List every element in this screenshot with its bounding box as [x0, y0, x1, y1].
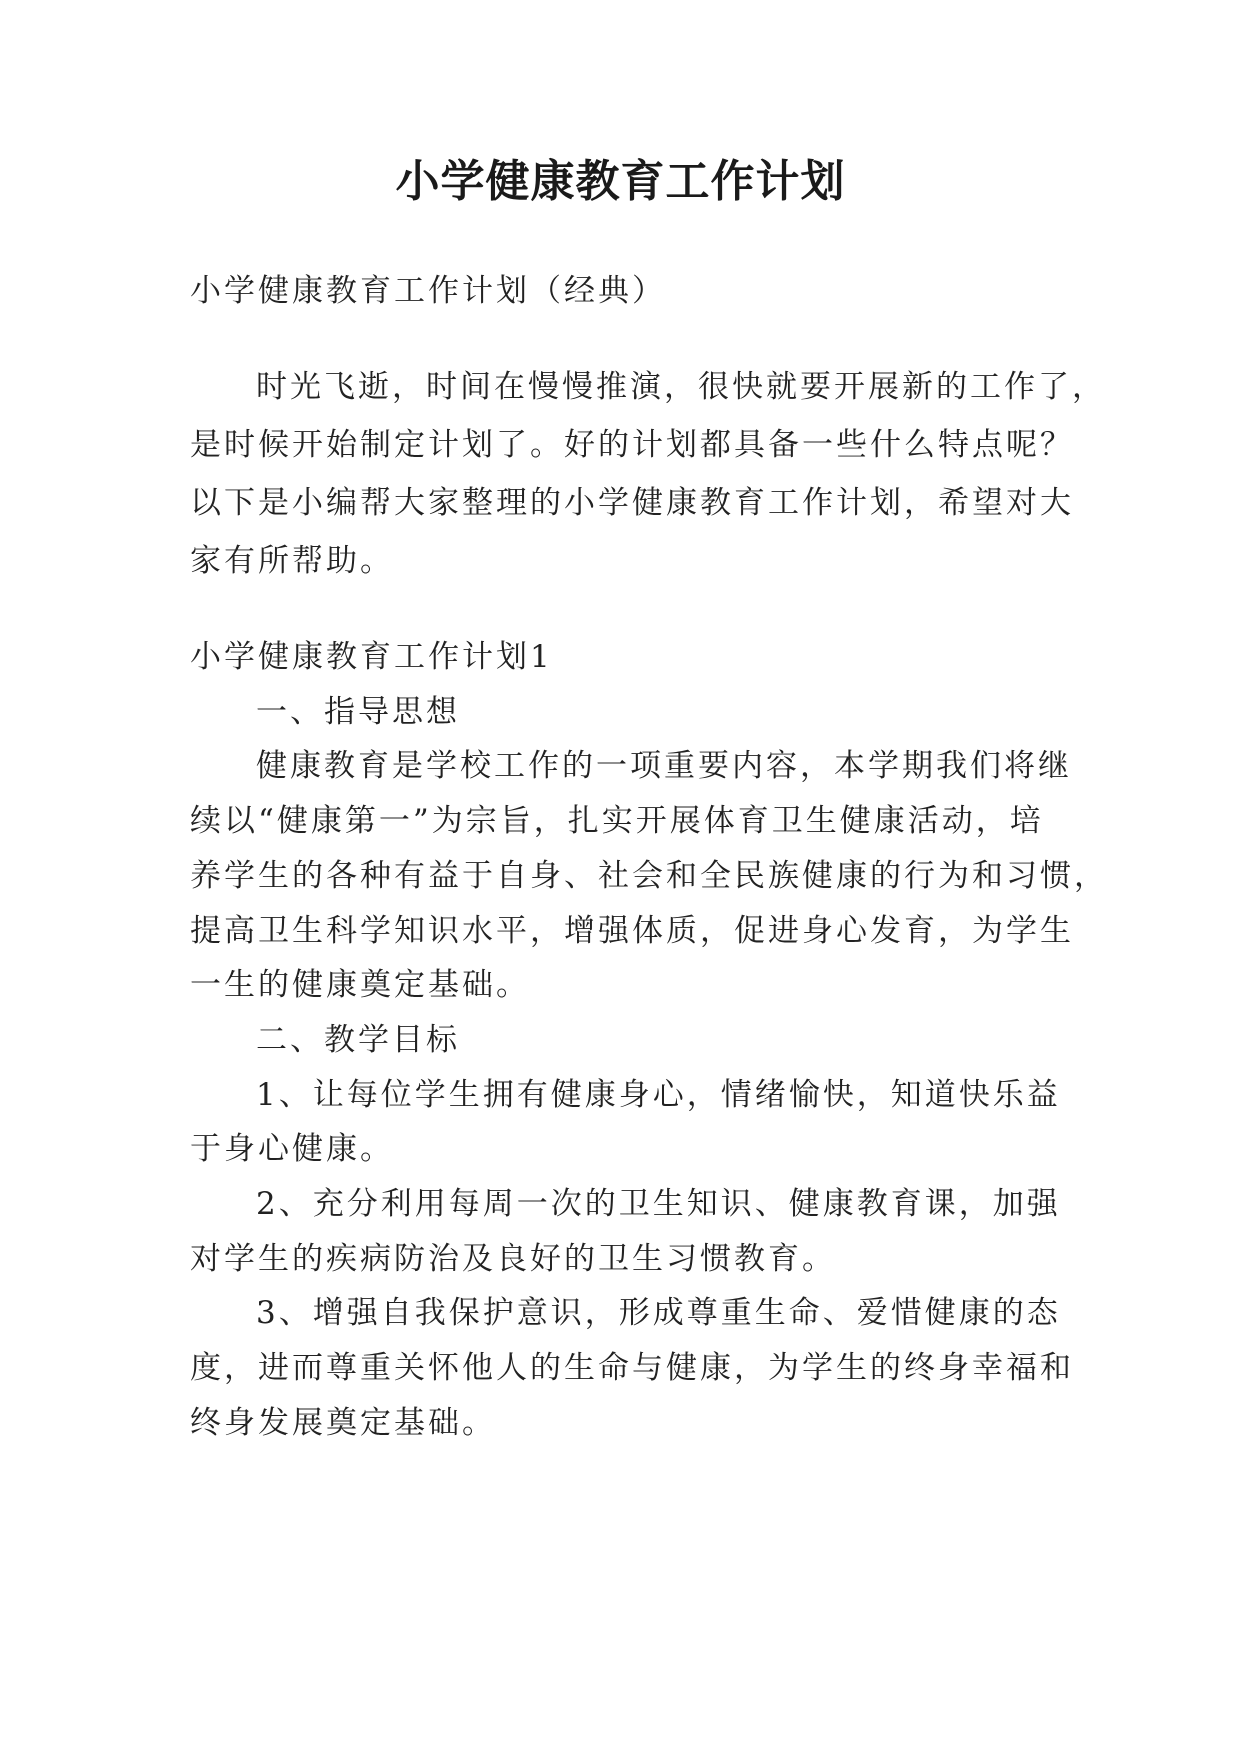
paragraph-line: 健康教育是学校工作的一项重要内容，本学期我们将继 [256, 748, 1072, 784]
goal-line: 3、增强自我保护意识，形成尊重生命、爱惜健康的态 [256, 1295, 1061, 1331]
document-title: 小学健康教育工作计划 [395, 156, 846, 207]
paragraph-line: 一生的健康奠定基础。 [190, 967, 530, 1003]
intro-line: 是时候开始制定计划了。好的计划都具备一些什么特点呢？ [190, 427, 1074, 463]
paragraph-line: 养学生的各种有益于自身、社会和全民族健康的行为和习惯， [190, 858, 1108, 894]
goal-line: 对学生的疾病防治及良好的卫生习惯教育。 [190, 1241, 836, 1277]
intro-line: 以下是小编帮大家整理的小学健康教育工作计划，希望对大 [190, 485, 1074, 521]
paragraph-line: 续以“健康第一”为宗旨，扎实开展体育卫生健康活动，培 [190, 803, 1044, 839]
section-title: 小学健康教育工作计划1 [190, 639, 553, 675]
heading-guiding-thought: 一、指导思想 [256, 694, 460, 730]
intro-line: 家有所帮助。 [190, 543, 394, 579]
goal-line: 2、充分利用每周一次的卫生知识、健康教育课，加强 [256, 1186, 1061, 1222]
intro-line: 时光飞逝，时间在慢慢推演，很快就要开展新的工作了， [256, 369, 1106, 405]
goal-line: 度，进而尊重关怀他人的生命与健康，为学生的终身幸福和 [190, 1350, 1074, 1386]
goal-line: 终身发展奠定基础。 [190, 1405, 496, 1441]
goal-line: 1、让每位学生拥有健康身心，情绪愉快，知道快乐益 [256, 1077, 1061, 1113]
subtitle: 小学健康教育工作计划（经典） [190, 273, 666, 309]
heading-teaching-goals: 二、教学目标 [256, 1022, 460, 1058]
paragraph-line: 提高卫生科学知识水平，增强体质，促进身心发育，为学生 [190, 913, 1074, 949]
goal-line: 于身心健康。 [190, 1131, 394, 1167]
